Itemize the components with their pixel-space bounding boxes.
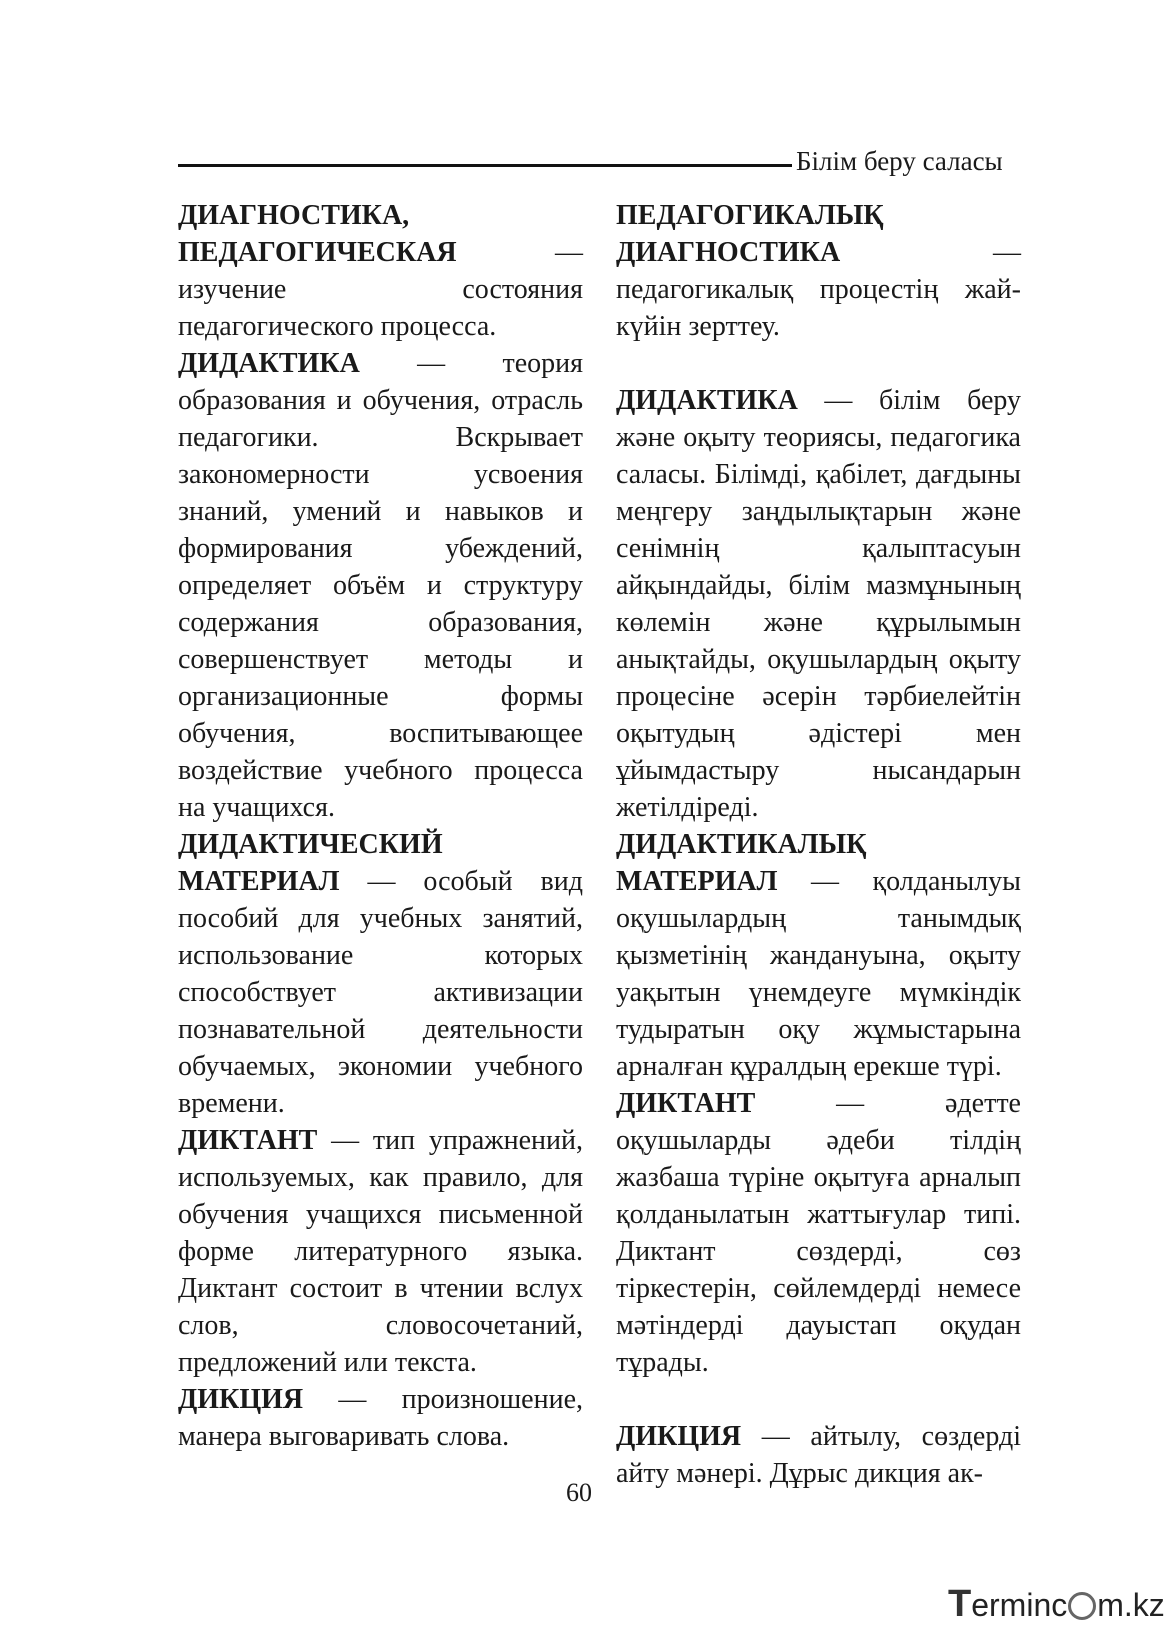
entry-definition: теория образования и обучения, отрасль педагогики. Вскрывает закономерности усвоения знаний, умений и навыков и формирования убеждений, определяет объём и структуру содержания образования, совершенствует методы и организационные формы обучения, воспитывающее воздействие учебного процесса на учащихся. (178, 348, 583, 823)
entry-dash: — (777, 866, 873, 897)
entry-term: ДИКТАНТ (616, 1088, 756, 1119)
entry-diagnostika (178, 197, 583, 345)
entry-diktsiya (178, 1381, 583, 1455)
entry-dash: — (456, 237, 583, 268)
entry-definition: білім беру және оқыту теориясы, педагогика саласы. Білімді, қабілет, дағдыны меңгеру заңдылықтарын және сенімнің қалыптасуын айқындайды, білім мазмұнының көлемін және құрылымын анықтайды, оқушылардың оқыту процесіне әсерін тәрбиелейтін оқытудың әдістері мен ұйымдастыру нысандарын жетілдіреді. (616, 385, 1021, 823)
watermark-o-ring-icon (1068, 1592, 1096, 1620)
entry-pedagogikalyq-diagnostika (616, 197, 1021, 345)
left-column-russian (178, 197, 583, 1455)
entry-term: ДИКЦИЯ (616, 1421, 742, 1452)
entry-definition: особый вид пособий для учебных занятий, использование которых способствует активизации познавательной деятельности обучаемых, экономии учебного времени. (178, 866, 583, 1119)
entry-dash: — (359, 348, 503, 379)
header-rule (178, 164, 792, 167)
entry-definition: айтылу, сөздерді айту мәнері. Дұрыс дикция ак- (616, 1421, 1021, 1489)
entry-dash: — (339, 866, 424, 897)
entry-diktant-kz (616, 1085, 1021, 1381)
right-column-kazakh (616, 197, 1021, 1492)
entry-didaktikalyq-material (616, 826, 1021, 1085)
entry-term: ПЕДАГОГИКАЛЫҚ ДИАГНОСТИКА (616, 200, 884, 268)
entry-definition: тип упражнений, используемых, как правило, для обучения учащихся письменной форме литературного языка. Диктант состоит в чтении вслух слов, словосочетаний, предложений или текста. (178, 1125, 584, 1378)
entry-term: ДИАГНОСТИКА, ПЕДАГОГИЧЕСКАЯ (178, 200, 457, 268)
entry-dash: — (317, 1125, 373, 1156)
page-number: 60 (566, 1478, 592, 1507)
entry-definition: изучение состояния педагогического процесса. (178, 274, 583, 342)
entry-term: ДИДАКТИКАЛЫҚ МАТЕРИАЛ (616, 829, 867, 897)
entry-dash: — (797, 385, 879, 416)
entry-dash: — (303, 1384, 402, 1415)
entry-didaktika (178, 345, 583, 826)
entry-definition: педагогикалық процестің жай-күйін зерттеу. (616, 274, 1021, 342)
entry-definition: қолданылуы оқушылардың танымдық қызметінің жандануына, оқыту уақытын үнемдеуге мүмкіндік тудыратын оқу жұмыстарына арналған құралдың ерекше түрі. (616, 866, 1021, 1082)
entry-term: ДИКЦИЯ (178, 1384, 304, 1415)
entry-dash: — (840, 237, 1021, 268)
entry-diktant (178, 1122, 583, 1381)
watermark-t-glyph: T (948, 1583, 972, 1625)
entry-didakticheskiy-material (178, 826, 583, 1122)
entry-dash: — (741, 1421, 811, 1452)
entry-definition: произношение, манера выговаривать слова. (178, 1384, 583, 1452)
entry-term: ДИДАКТИЧЕСКИЙ МАТЕРИАЛ (178, 829, 443, 897)
termincom-watermark-logo: Terminc m.kz (948, 1583, 1165, 1625)
entry-dash: — (755, 1088, 945, 1119)
entry-didaktika-kz (616, 382, 1021, 826)
entry-term: ДИДАКТИКА (616, 385, 798, 416)
entry-term: ДИДАКТИКА (178, 348, 360, 379)
entry-definition: әдетте оқушыларды әдеби тілдің жазбаша түріне оқытуға арналып қолданылатын жаттығулар типі. Диктант сөздерді, сөз тіркестерін, сөйлемдерді немесе мәтіндерді дауыстап оқудан тұрады. (616, 1088, 1021, 1378)
section-title: Білім беру саласы (796, 146, 1003, 176)
entry-term: ДИКТАНТ (178, 1125, 318, 1156)
